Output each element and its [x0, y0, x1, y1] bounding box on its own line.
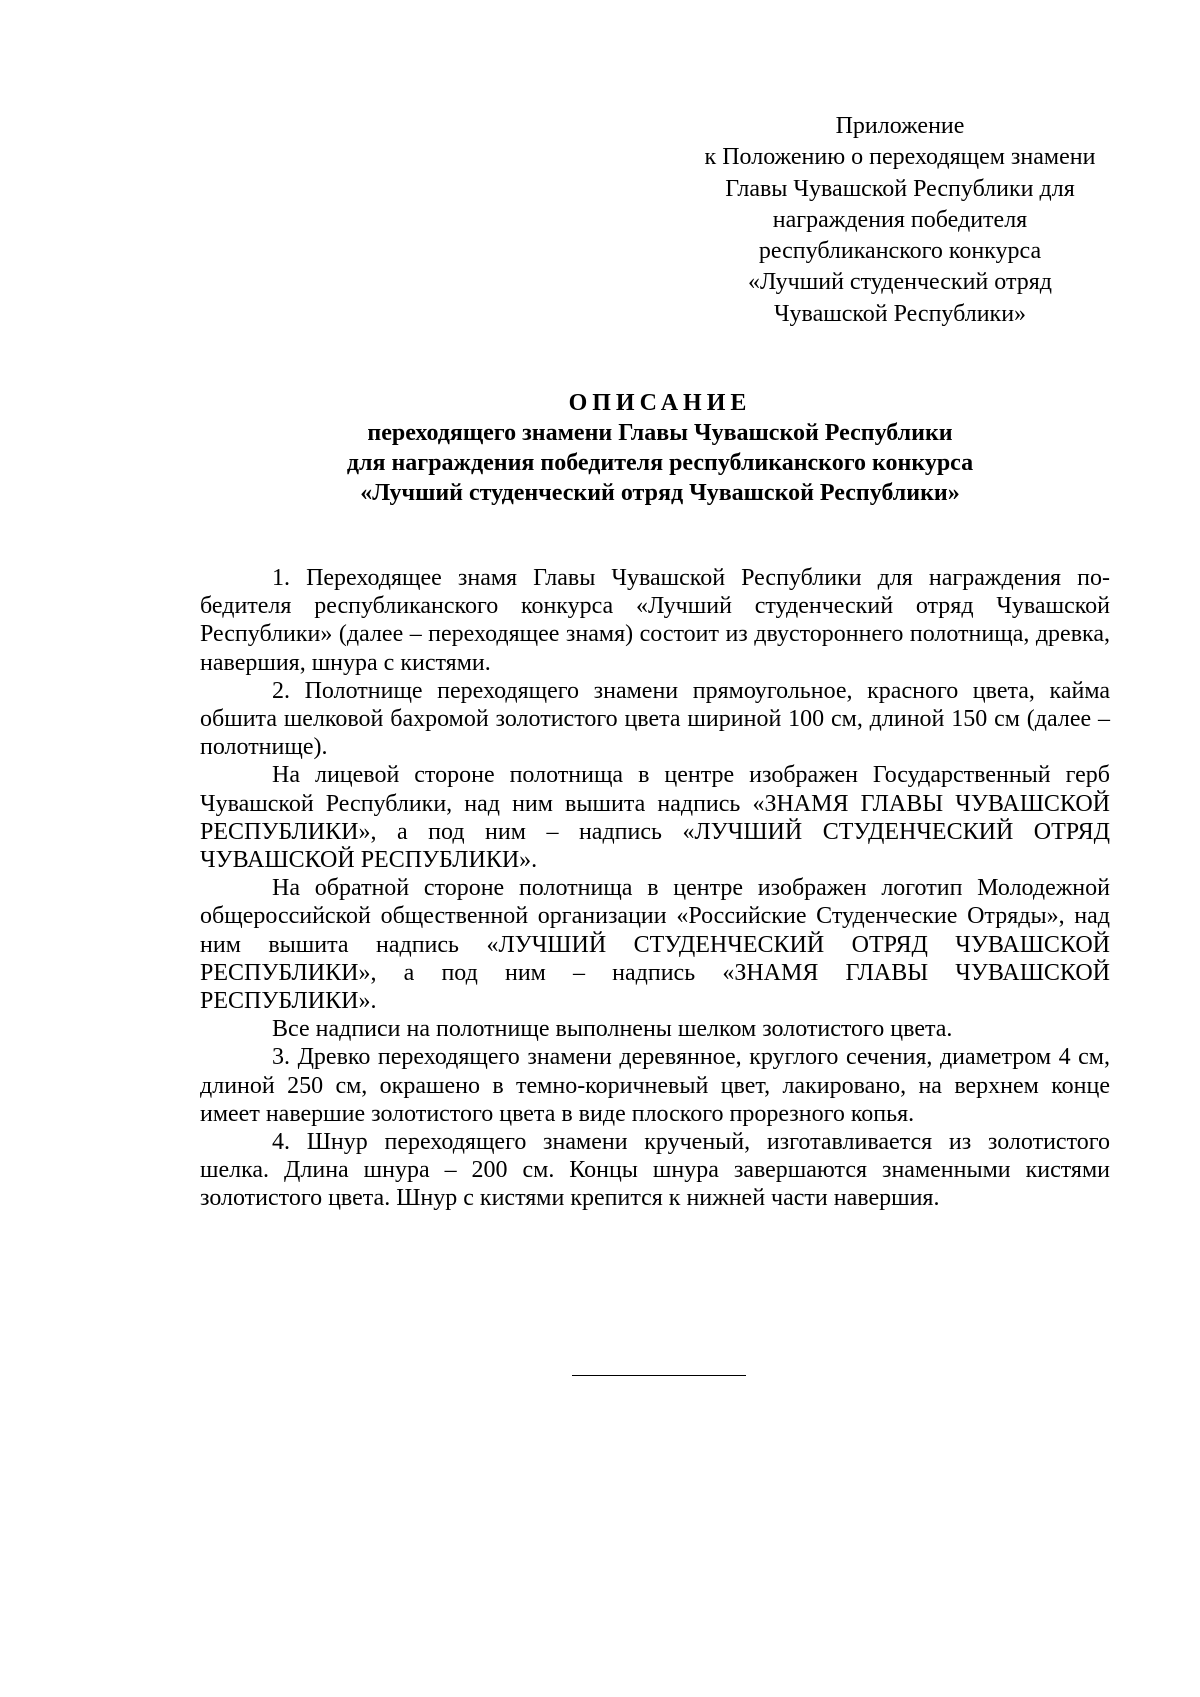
- closing-divider-line: [572, 1375, 746, 1376]
- appendix-block: [640, 111, 1160, 330]
- paragraph-3: На лицевой стороне полотнища в центре изображен Государственный герб Чувашской Республики, над ним вышита надпись «ЗНАМЯ ГЛАВЫ ЧУВАШСКОЙ РЕСПУБЛИКИ», а под ним – надпись «ЛУЧШИЙ СТУДЕНЧЕСКИЙ ОТРЯД ЧУВАШСКОЙ РЕСПУБЛИКИ».: [200, 762, 1110, 874]
- paragraph-1: 1. Переходящее знамя Главы Чувашской Республики для награждения победителя республиканского конкурса «Лучший студенческий отряд Чувашской Республики» (далее – переходящее знамя) состоит из двустороннего полотнища, древка, навершия, шнура с кистями.: [200, 565, 1110, 676]
- appendix-line: Главы Чувашской Республики для: [725, 175, 1075, 202]
- appendix-line: республиканского конкурса: [758, 238, 1042, 265]
- paragraph-4: На обратной стороне полотнища в центре изображен логотип Молодежной общероссийской общественной организации «Российские Студенческие Отряды», над ним вышита надпись «ЛУЧШИЙ СТУДЕНЧЕСКИЙ ОТРЯД ЧУВАШСКОЙ РЕСПУБЛИКИ», а под ним – надпись «ЗНАМЯ ГЛАВЫ ЧУВАШСКОЙ РЕСПУБЛИКИ».: [200, 875, 1110, 1015]
- appendix-line: Чувашской Республики»: [773, 300, 1027, 327]
- paragraph-5: Все надписи на полотнище выполнены шелком золотистого цвета.: [272, 1016, 953, 1043]
- title-line: для награждения победителя республиканского конкурса: [346, 450, 974, 476]
- appendix-line: к Положению о переходящем знамени: [704, 144, 1096, 171]
- title-line: переходящего знамени Главы Чувашской Республики: [367, 420, 953, 446]
- document-title: [200, 388, 1120, 508]
- paragraph-6: 3. Древко переходящего знамени деревянное, круглого сечения, диаметром 4 см, длиной 250 см, окрашено в темно-коричневый цвет, лакировано, на верхнем конце имеет навершие золотистого цвета в виде плоского прорезного копья.: [200, 1044, 1110, 1127]
- document-body: [200, 564, 1110, 1213]
- appendix-line: Приложение: [835, 113, 965, 139]
- appendix-line: «Лучший студенческий отряд: [748, 269, 1052, 296]
- title-line: «Лучший студенческий отряд Чувашской Республики»: [360, 480, 960, 506]
- appendix-line: награждения победителя: [772, 206, 1028, 233]
- title-heading: ОПИСАНИЕ: [568, 390, 752, 416]
- paragraph-7: 4. Шнур переходящего знамени крученый, изготавливается из золотистого шелка. Длина шнура – 200 см. Концы шнура завершаются знаменными кистями золотистого цвета. Шнур с кистями крепится к нижней части навершия.: [200, 1129, 1110, 1212]
- paragraph-2: 2. Полотнище переходящего знамени прямоугольное, красного цвета, кайма обшита шелковой бахромой золотистого цвета шириной 100 см, длиной 150 см (далее – полотнище).: [200, 677, 1110, 761]
